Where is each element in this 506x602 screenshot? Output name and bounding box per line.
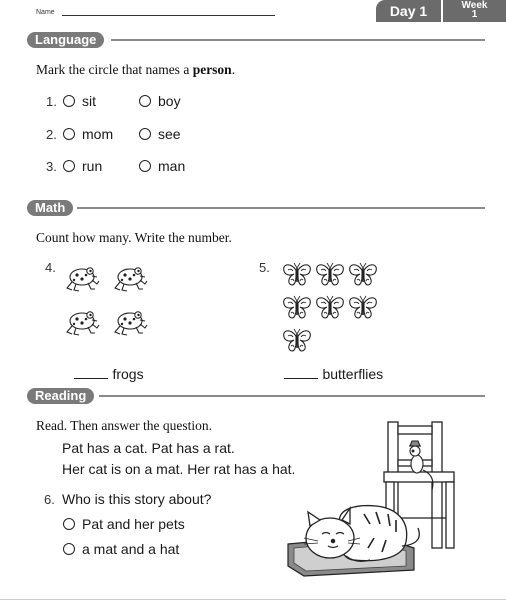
q5-answer-blank[interactable] [284,367,318,379]
math-section-header [27,200,485,216]
q1-option-b-label: boy [158,93,181,109]
q3-option-b-radio[interactable] [139,160,151,172]
q4-number: 4. [45,260,56,275]
cat-rat-illustration [284,420,456,586]
q1-option-a-radio[interactable] [63,95,75,107]
butterfly-4 [284,296,311,318]
page-bottom-edge [0,599,506,600]
butterflies-illustration [282,262,382,356]
math-instruction: Count how many. Write the number. [36,230,232,245]
name-field[interactable] [62,15,275,16]
q3-option-a-radio[interactable] [63,160,75,172]
q3-number: 3. [46,159,57,174]
language-instruction [36,62,235,78]
story-line-1: Pat has a cat. Pat has a rat. [62,440,235,456]
butterfly-1 [284,263,311,285]
week-label: Week [461,0,488,11]
q2-option-b-label: see [158,126,181,142]
butterfly-2 [317,263,344,285]
q1-number: 1. [46,94,57,109]
instruction-bold-word: person [192,62,232,77]
q6-option-a-radio[interactable] [63,518,75,530]
section-rule [77,207,485,209]
reading-section-header [27,388,485,404]
q6-option-a-label: Pat and her pets [82,516,185,532]
q2-option-b-radio[interactable] [139,128,151,140]
q6-option-b-label: a mat and a hat [82,541,180,557]
reading-section-title: Reading [27,388,94,404]
frog-3 [67,312,99,335]
week-number: 1 [471,9,478,20]
q1-option-b-radio[interactable] [139,95,151,107]
day-tab: Day 1 [376,0,441,22]
q5-answer [284,366,383,384]
q2-option-a-label: mom [82,126,114,142]
q2-option-a-radio[interactable] [63,128,75,140]
q3-option-b-label: man [158,158,186,174]
q4-answer-label: frogs [112,366,144,382]
language-section-title: Language [27,32,104,48]
section-rule [99,395,485,397]
q2-number: 2. [46,127,57,142]
q6-option-b-radio[interactable] [63,543,75,555]
math-section-title: Math [27,200,73,216]
butterfly-7 [284,329,311,351]
q1-option-a-label: sit [82,93,96,109]
q5-answer-label: butterflies [322,366,384,382]
instruction-text: Mark the circle that names a [36,62,193,77]
story-line-2: Her cat is on a mat. Her rat has a hat. [62,461,296,477]
frogs-illustration [64,264,156,342]
q5-number: 5. [259,260,270,275]
instruction-suffix: . [231,62,236,77]
reading-instruction: Read. Then answer the question. [36,418,212,433]
language-section-header [27,32,485,48]
name-label: Name [36,9,55,16]
frog-1 [67,268,99,291]
section-rule [111,39,485,41]
q3-option-a-label: run [82,158,103,174]
butterfly-5 [317,296,344,318]
butterfly-3 [350,263,377,285]
frog-2 [115,268,147,291]
q6-question: Who is this story about? [62,491,212,507]
q4-answer [74,366,144,384]
week-tab [443,0,506,22]
q6-number: 6. [44,492,55,507]
q4-answer-blank[interactable] [74,367,108,379]
frog-4 [115,312,147,335]
butterfly-6 [350,296,377,318]
